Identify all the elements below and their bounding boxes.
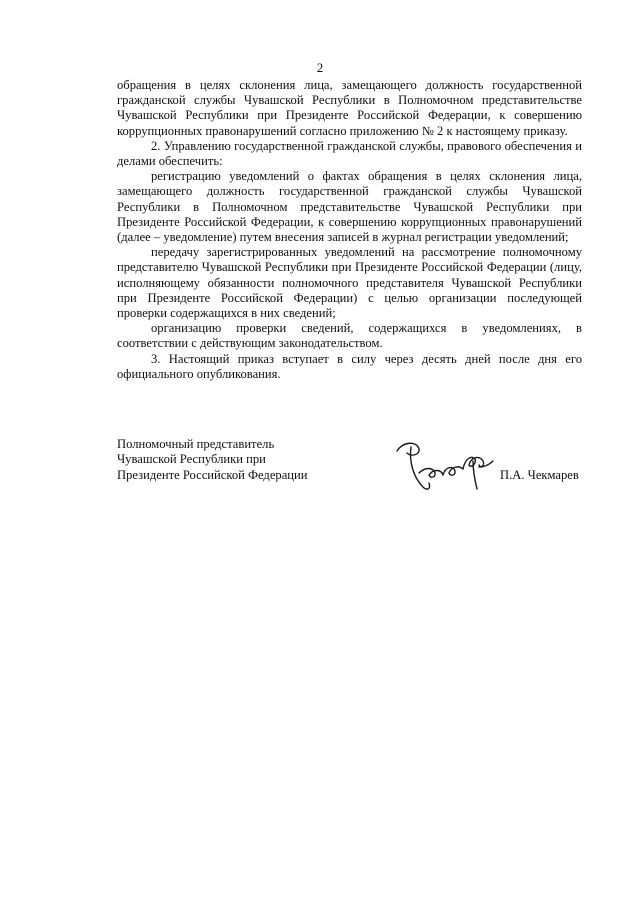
paragraph-item-3: 3. Настоящий приказ вступает в силу через десять дней после дня его официального опубликования. xyxy=(117,351,582,381)
signer-name: П.А. Чекмарев xyxy=(500,468,579,482)
paragraph-registration: регистрацию уведомлений о фактах обращения в целях склонения лица, замещающего должность государственной гражданской службы Чувашской Республики в Полномочном представительстве Чувашской Республики при Президенте Российской Федерации, к совершению коррупционных правонарушений (далее – уведомление) путем внесения записей в журнал регистрации уведомлений; xyxy=(117,169,582,245)
page-number: 2 xyxy=(316,60,324,75)
paragraph-continuation: обращения в целях склонения лица, замещающего должность государственной гражданской службы Чувашской Республики в Полномочном представительстве Чувашской Республики при Президенте Российской Федерации, к совершению коррупционных правонарушений согласно приложению № 2 к настоящему приказу. xyxy=(117,78,582,138)
paragraph-transfer: передачу зарегистрированных уведомлений на рассмотрение полномочному представителю Чувашской Республики при Президенте Российской Федерации (лицу, исполняющему обязанности полномочного представителя Чувашской Республики при Президенте Российской Федерации) с целью организации последующей проверки содержащихся в них сведений; xyxy=(117,245,582,321)
paragraph-item-2: 2. Управлению государственной гражданской службы, правового обеспечения и делами обеспечить: xyxy=(117,138,582,169)
paragraph-verification: организацию проверки сведений, содержащихся в уведомлениях, в соответствии с действующим законодательством. xyxy=(117,321,582,351)
signer-position xyxy=(117,437,347,483)
signer-position-line: Полномочный представитель xyxy=(117,437,275,451)
document-body xyxy=(117,78,582,382)
signature-block xyxy=(117,437,582,497)
signer-position-line: Чувашской Республики при xyxy=(117,452,266,467)
signer-position-line: Президенте Российской Федерации xyxy=(117,467,308,482)
handwritten-signature xyxy=(389,437,499,497)
